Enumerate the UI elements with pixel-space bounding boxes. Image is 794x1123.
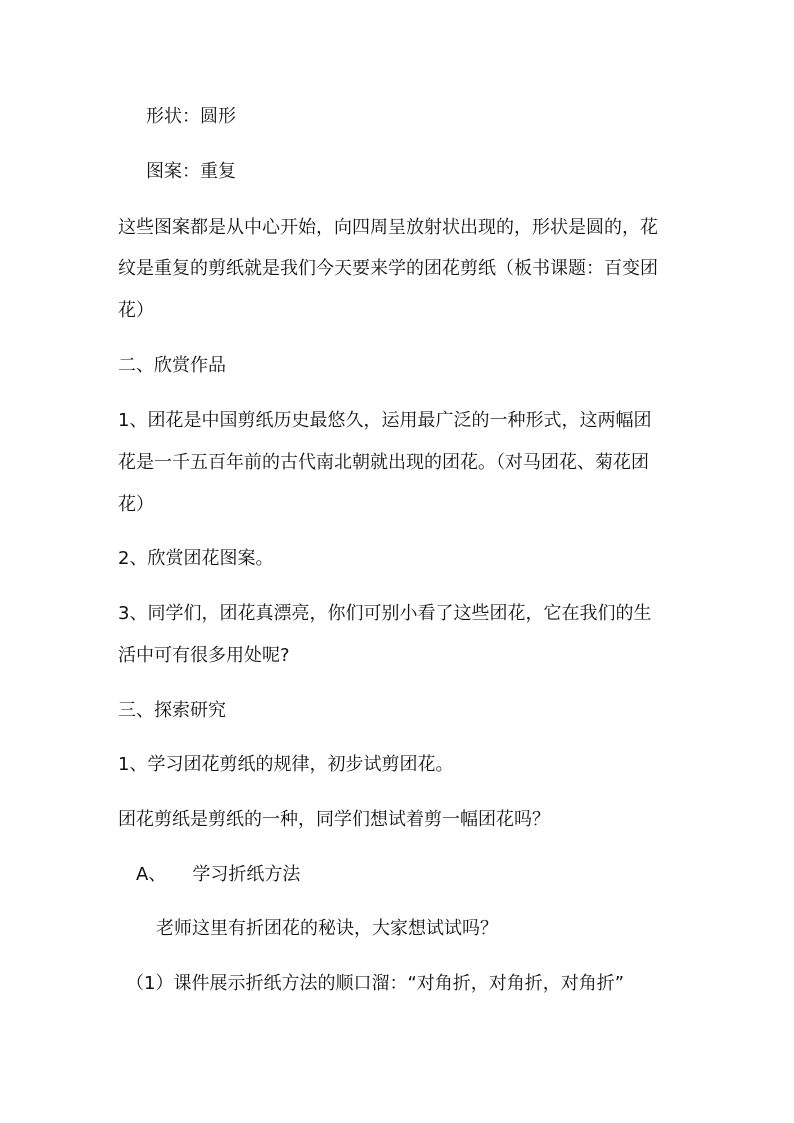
intro-paragraph-line-2: 纹是重复的剪纸就是我们今天要来学的团花剪纸（板书课题：百变团: [118, 258, 658, 279]
item-2-1-line-3: 花）: [118, 494, 154, 515]
sub-a-line: [136, 864, 696, 886]
item-2-2: 2、欣赏团花图案。: [118, 548, 274, 569]
sub-a-marker: A、: [136, 864, 167, 885]
intro-paragraph-line-1: 这些图案都是从中心开始，向四周呈放射状出现的，形状是圆的，花: [118, 217, 658, 238]
shape-line: 形状：圆形: [146, 106, 236, 127]
item-2-1-line-1: 1、团花是中国剪纸历史最悠久，运用最广泛的一种形式，这两幅团: [118, 410, 652, 431]
item-2-1-line-2: 花是一千五百年前的古代南北朝就出现的团花。（对马团花、菊花团: [118, 452, 649, 473]
pattern-line: 图案：重复: [146, 161, 236, 182]
sub-a-title: 学习折纸方法: [192, 864, 301, 885]
item-2-3-line-1: 3、同学们，团花真漂亮，你们可别小看了这些团花，它在我们的生: [118, 603, 652, 624]
item-3-1: 1、学习团花剪纸的规律，初步试剪团花。: [118, 754, 454, 775]
teacher-line: 老师这里有折团花的秘诀，大家想试试吗？: [156, 918, 498, 939]
section-heading-2: 二、欣赏作品: [118, 355, 226, 376]
step-1-line: （1）课件展示折纸方法的顺口溜：“对角折，对角折，对角折”: [126, 973, 625, 994]
question-line: 团花剪纸是剪纸的一种，同学们想试着剪一幅团花吗？: [118, 809, 550, 830]
intro-paragraph-line-3: 花）: [118, 300, 154, 321]
section-heading-3: 三、探索研究: [118, 700, 226, 721]
item-2-3-line-2: 活中可有很多用处呢?: [118, 645, 290, 666]
